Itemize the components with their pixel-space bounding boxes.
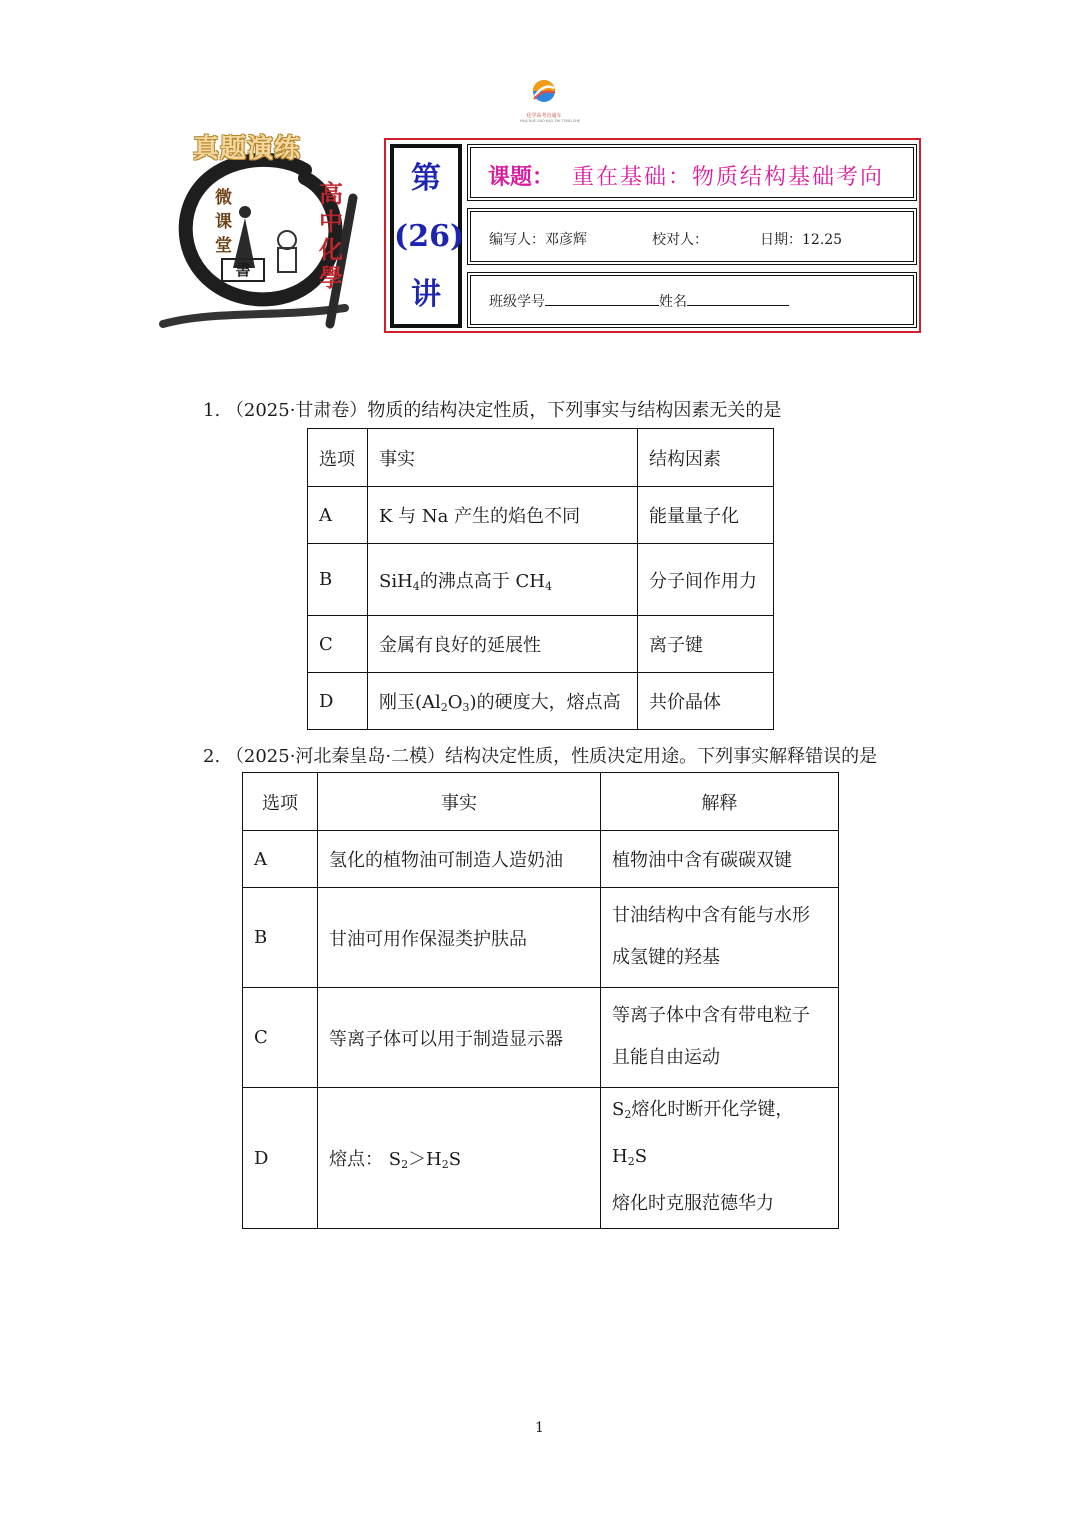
date: 日期：12.25 (760, 232, 843, 248)
emblem-vertical-right: 高中化學 (319, 179, 343, 292)
subscript: 4 (545, 579, 552, 593)
fact-cell (368, 673, 638, 730)
fact-cell: 氢化的植物油可制造人造奶油 (318, 831, 601, 888)
explain-line: 成氢键的羟基 (612, 946, 720, 968)
fact-text: O (447, 692, 463, 713)
emblem-vertical-left: 微课堂 (215, 188, 232, 256)
explain-text: 熔化时断开化学键，H (612, 1099, 794, 1167)
lecture-number: (26) (394, 219, 465, 254)
lecture-number-box (390, 144, 465, 328)
subscript: 2 (401, 1158, 409, 1171)
option-cell: B (308, 544, 368, 616)
header-fact: 事实 (318, 773, 601, 831)
fact-text: 的沸点高于 CH (419, 570, 545, 592)
subscript: 4 (412, 579, 420, 593)
question-2-table (242, 772, 839, 1229)
option-cell: A (308, 487, 368, 544)
option-cell: D (243, 1088, 318, 1229)
option-cell: C (243, 988, 318, 1088)
explain-cell (601, 988, 839, 1088)
fact-text: 刚玉(Al (379, 692, 441, 713)
fact-cell: K 与 Na 产生的焰色不同 (368, 487, 638, 544)
explain-text: S (612, 1099, 625, 1120)
explain-cell (601, 1088, 839, 1229)
name-label: 姓名 (659, 294, 687, 310)
topic-text: 重在基础：物质结构基础考向 (572, 165, 885, 190)
subscript: 2 (440, 701, 448, 714)
header-explain: 解释 (601, 773, 839, 831)
explain-line (612, 1089, 827, 1183)
header-fact: 事实 (368, 429, 638, 487)
student-info-line (489, 291, 789, 311)
class-id-field[interactable] (545, 291, 659, 306)
fact-cell (318, 1088, 601, 1229)
publisher-logo (520, 78, 581, 123)
explain-cell: 植物油中含有碳碳双键 (601, 831, 839, 888)
name-field[interactable] (687, 291, 789, 306)
lecture-suffix: 讲 (411, 277, 441, 312)
fact-cell (368, 544, 638, 616)
fact-cell: 等离子体可以用于制造显示器 (318, 988, 601, 1088)
option-cell: D (308, 673, 368, 730)
factor-cell: 共价晶体 (638, 673, 774, 730)
table-header-row (243, 773, 839, 831)
topic-label: 课题： (488, 164, 555, 190)
subscript: 2 (627, 1155, 635, 1168)
publisher-subtitle: HUA XUE GAO KAO ZHI TONG CHE (520, 119, 581, 123)
factor-cell: 离子键 (638, 616, 774, 673)
emblem (155, 128, 380, 333)
class-id-label: 班级学号 (489, 294, 545, 310)
fact-cell: 甘油可用作保湿类护肤品 (318, 888, 601, 988)
checker: 校对人： (652, 232, 708, 248)
fact-text: SiH (379, 570, 413, 592)
lecture-prefix: 第 (411, 161, 441, 196)
table-header-row (308, 429, 774, 487)
option-cell: A (243, 831, 318, 888)
explain-line: 等离子体中含有带电粒子 (612, 1004, 810, 1026)
explain-cell (601, 888, 839, 988)
header-option: 选项 (243, 773, 318, 831)
emblem-stamp: 書 (221, 258, 265, 282)
table-row (308, 544, 774, 616)
fact-cell: 金属有良好的延展性 (368, 616, 638, 673)
question-2-title: 2. （2025·河北秦皇岛·二模）结构决定性质，性质决定用途。下列事实解释错误的是 (203, 746, 878, 767)
header-factor: 结构因素 (638, 429, 774, 487)
explain-line: 且能自由运动 (612, 1046, 720, 1068)
table-row (308, 487, 774, 544)
publisher-brand: 化学高考直通车 (526, 113, 562, 119)
explain-text: S (634, 1146, 648, 1167)
factor-cell: 能量量子化 (638, 487, 774, 544)
table-row (243, 831, 839, 888)
page-number: 1 (535, 1420, 544, 1436)
fact-text: S (448, 1149, 462, 1170)
table-row (243, 1088, 839, 1229)
fact-text: ＞H (408, 1149, 442, 1170)
subscript: 2 (624, 1108, 632, 1121)
table-row (243, 888, 839, 988)
explain-line: 熔化时克服范德华力 (612, 1193, 774, 1214)
table-row (243, 988, 839, 1088)
explain-line: 甘油结构中含有能与水形 (612, 904, 810, 926)
fact-text: )的硬度大，熔点高 (469, 692, 621, 713)
subscript: 2 (441, 1158, 449, 1171)
table-row (308, 616, 774, 673)
factor-cell: 分子间作用力 (638, 544, 774, 616)
option-cell: C (308, 616, 368, 673)
question-1-table (307, 428, 774, 730)
header-option: 选项 (308, 429, 368, 487)
publisher-logo-icon (520, 78, 568, 108)
option-cell: B (243, 888, 318, 988)
question-1-title: 1. （2025·甘肃卷）物质的结构决定性质，下列事实与结构因素无关的是 (203, 400, 782, 421)
subscript: 3 (462, 701, 470, 714)
table-row (308, 673, 774, 730)
emblem-banner: 真题演练 (193, 134, 302, 164)
fact-text: 熔点： S (329, 1149, 402, 1170)
author: 编写人：邓彦辉 (489, 232, 587, 248)
